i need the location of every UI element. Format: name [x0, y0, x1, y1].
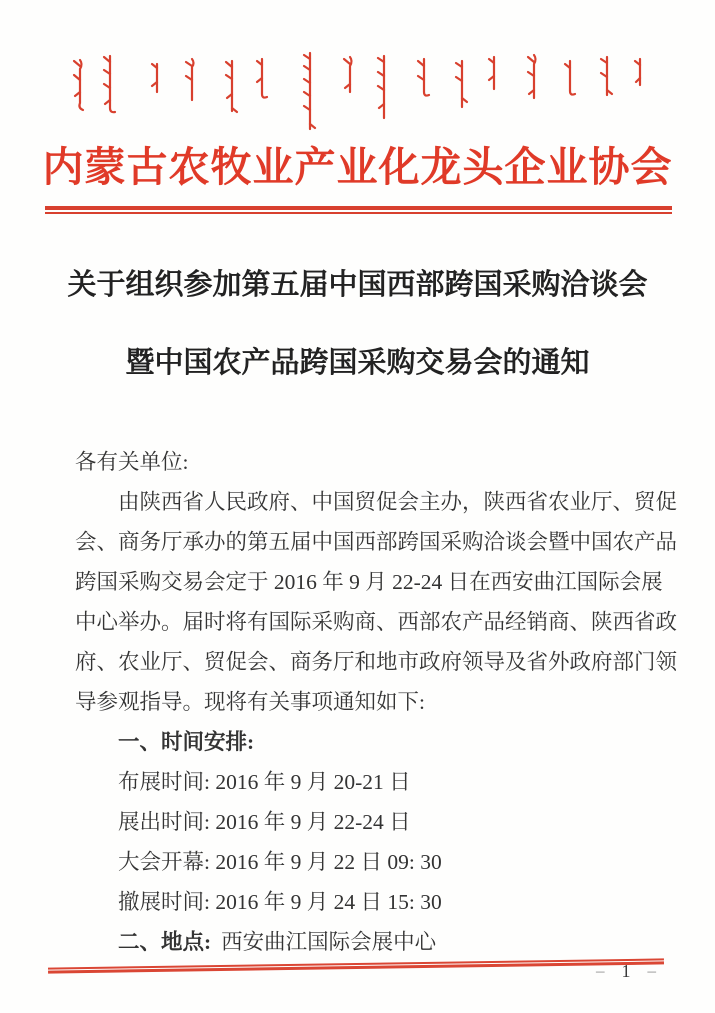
- org-name-header: 内蒙古农牧业产业化龙头企业协会: [42, 144, 673, 190]
- header-divider-thin-line: [45, 212, 672, 214]
- schedule-item-setup: 布展时间: 2016 年 9 月 20-21 日: [118, 770, 411, 794]
- page-number: [596, 958, 656, 984]
- doc-title-line1: 关于组织参加第五届中国西部跨国采购洽谈会: [67, 269, 648, 301]
- schedule-item-exhibition: 展出时间: 2016 年 9 月 22-24 日: [118, 810, 411, 834]
- mongolian-word: [74, 53, 640, 129]
- salutation: 各有关单位:: [75, 450, 189, 474]
- paragraph-line: 会、商务厅承办的第五届中国西部跨国采购洽谈会暨中国农产品: [75, 530, 678, 554]
- mongolian-script-banner: [62, 50, 654, 138]
- schedule-item-opening: 大会开幕: 2016 年 9 月 22 日 09: 30: [118, 850, 442, 874]
- schedule-item-teardown: 撤展时间: 2016 年 9 月 24 日 15: 30: [118, 890, 442, 914]
- doc-title-line2: 暨中国农产品跨国采购交易会的通知: [125, 347, 590, 379]
- page-number-left-dash: –: [596, 961, 605, 980]
- paragraph-line: 由陕西省人民政府、中国贸促会主办，陕西省农业厅、贸促: [118, 490, 678, 514]
- header-divider-thick-line: [45, 206, 672, 210]
- section2-line: [75, 922, 667, 962]
- paragraph-line: 导参观指导。现将有关事项通知如下:: [75, 690, 425, 714]
- section2-value: 西安曲江国际会展中心: [221, 930, 437, 954]
- section2-heading: 二、地点:: [118, 930, 212, 954]
- paragraph-line: 府、农业厅、贸促会、商务厅和地市政府领导及省外政府部门领: [75, 650, 678, 674]
- paragraph-line: 中心举办。届时将有国际采购商、西部农产品经销商、陕西省政: [75, 610, 678, 634]
- header-divider-rule: [45, 206, 672, 214]
- page-number-right-dash: –: [647, 961, 656, 980]
- page-number-value: 1: [621, 960, 631, 981]
- paragraph-line: 跨国采购交易会定于 2016 年 9 月 22-24 日在西安曲江国际会展: [75, 570, 663, 594]
- section1-heading: 一、时间安排:: [118, 730, 255, 754]
- notice-body: [75, 442, 678, 962]
